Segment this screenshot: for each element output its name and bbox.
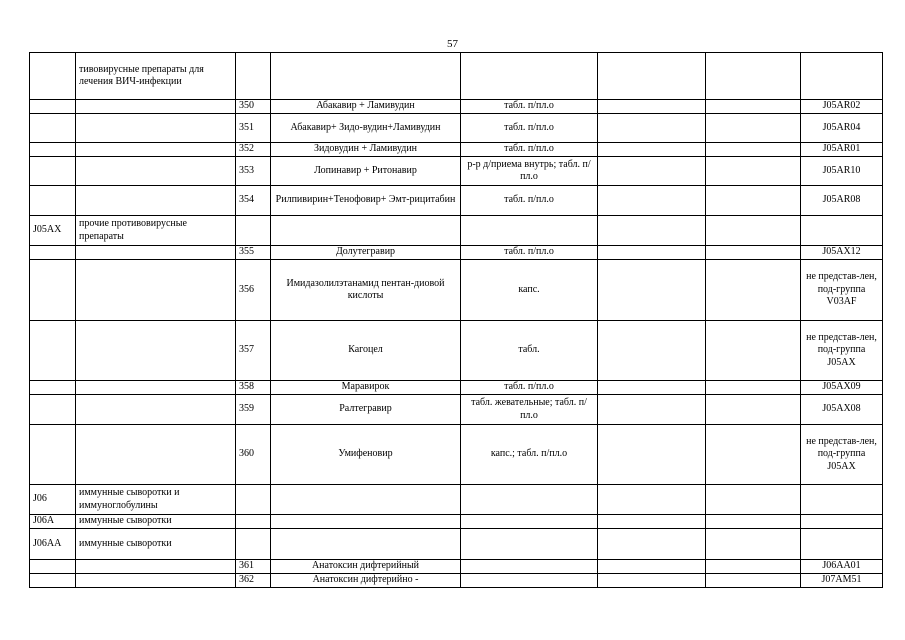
row-number-cell: 355 bbox=[236, 246, 271, 260]
table-row bbox=[30, 560, 883, 574]
table-row bbox=[30, 186, 883, 216]
row-number-cell: 359 bbox=[236, 395, 271, 425]
row-number-cell: 351 bbox=[236, 114, 271, 143]
row-number-cell bbox=[236, 216, 271, 246]
atc-group-code-cell bbox=[30, 321, 76, 381]
group-name-cell: прочие противовирусные препараты bbox=[76, 216, 236, 246]
drug-name-cell bbox=[271, 515, 461, 529]
empty-column-6-cell bbox=[598, 395, 706, 425]
empty-column-7-cell bbox=[706, 114, 801, 143]
group-name-cell bbox=[76, 381, 236, 395]
table-row bbox=[30, 425, 883, 485]
row-number-cell bbox=[236, 529, 271, 560]
row-number-cell bbox=[236, 515, 271, 529]
atc-group-code-cell bbox=[30, 157, 76, 186]
atc-group-code-cell: J06A bbox=[30, 515, 76, 529]
dosage-form-cell: табл. п/пл.о bbox=[461, 186, 598, 216]
group-name-cell bbox=[76, 321, 236, 381]
atc-group-code-cell: J05AX bbox=[30, 216, 76, 246]
drug-name-cell: Абакавир+ Зидо-вудин+Ламивудин bbox=[271, 114, 461, 143]
group-name-cell bbox=[76, 425, 236, 485]
drug-name-cell: Ралтегравир bbox=[271, 395, 461, 425]
empty-column-7-cell bbox=[706, 157, 801, 186]
drug-name-cell bbox=[271, 529, 461, 560]
row-number-cell: 357 bbox=[236, 321, 271, 381]
empty-column-7-cell bbox=[706, 321, 801, 381]
empty-column-7-cell bbox=[706, 395, 801, 425]
atc-group-code-cell bbox=[30, 381, 76, 395]
drug-name-cell bbox=[271, 216, 461, 246]
table-row bbox=[30, 53, 883, 100]
atc-code-cell: не представ-лен, под-группа J05AX bbox=[801, 425, 883, 485]
table-row bbox=[30, 216, 883, 246]
empty-column-7-cell bbox=[706, 260, 801, 321]
drug-name-cell: Долутегравир bbox=[271, 246, 461, 260]
table-row bbox=[30, 515, 883, 529]
drug-name-cell bbox=[271, 485, 461, 515]
atc-group-code-cell bbox=[30, 100, 76, 114]
table-row bbox=[30, 485, 883, 515]
atc-group-code-cell bbox=[30, 560, 76, 574]
empty-column-7-cell bbox=[706, 560, 801, 574]
table-row bbox=[30, 157, 883, 186]
atc-group-code-cell bbox=[30, 114, 76, 143]
group-name-cell bbox=[76, 186, 236, 216]
drug-name-cell: Умифеновир bbox=[271, 425, 461, 485]
atc-code-cell: J07AM51 bbox=[801, 574, 883, 588]
dosage-form-cell: табл. жевательные; табл. п/пл.о bbox=[461, 395, 598, 425]
group-name-cell bbox=[76, 157, 236, 186]
empty-column-6-cell bbox=[598, 53, 706, 100]
drug-name-cell: Имидазолилэтанамид пентан-диовой кислоты bbox=[271, 260, 461, 321]
drug-name-cell bbox=[271, 53, 461, 100]
dosage-form-cell: табл. п/пл.о bbox=[461, 381, 598, 395]
row-number-cell: 353 bbox=[236, 157, 271, 186]
table-row bbox=[30, 321, 883, 381]
atc-code-cell: J05AX09 bbox=[801, 381, 883, 395]
table-row bbox=[30, 381, 883, 395]
drug-name-cell: Маравирок bbox=[271, 381, 461, 395]
row-number-cell bbox=[236, 485, 271, 515]
group-name-cell bbox=[76, 260, 236, 321]
empty-column-6-cell bbox=[598, 425, 706, 485]
group-name-cell: иммунные сыворотки bbox=[76, 529, 236, 560]
atc-code-cell: J05AX12 bbox=[801, 246, 883, 260]
table-row bbox=[30, 529, 883, 560]
atc-code-cell: J05AR04 bbox=[801, 114, 883, 143]
group-name-cell bbox=[76, 143, 236, 157]
empty-column-7-cell bbox=[706, 186, 801, 216]
atc-group-code-cell bbox=[30, 260, 76, 321]
atc-group-code-cell bbox=[30, 53, 76, 100]
group-name-cell bbox=[76, 114, 236, 143]
drug-name-cell: Рилпивирин+Тенофовир+ Эмт-рицитабин bbox=[271, 186, 461, 216]
atc-group-code-cell bbox=[30, 574, 76, 588]
group-name-cell bbox=[76, 100, 236, 114]
group-name-cell bbox=[76, 246, 236, 260]
empty-column-6-cell bbox=[598, 574, 706, 588]
empty-column-6-cell bbox=[598, 515, 706, 529]
dosage-form-cell bbox=[461, 485, 598, 515]
dosage-form-cell bbox=[461, 574, 598, 588]
empty-column-6-cell bbox=[598, 143, 706, 157]
group-name-cell bbox=[76, 574, 236, 588]
atc-group-code-cell bbox=[30, 395, 76, 425]
group-name-cell: иммунные сыворотки и иммуноглобулины bbox=[76, 485, 236, 515]
dosage-form-cell bbox=[461, 529, 598, 560]
page-number: 57 bbox=[447, 38, 458, 50]
atc-code-cell bbox=[801, 216, 883, 246]
empty-column-6-cell bbox=[598, 560, 706, 574]
atc-code-cell: J05AR01 bbox=[801, 143, 883, 157]
empty-column-7-cell bbox=[706, 246, 801, 260]
table-row bbox=[30, 395, 883, 425]
drug-name-cell: Анатоксин дифтерийно - bbox=[271, 574, 461, 588]
empty-column-7-cell bbox=[706, 381, 801, 395]
empty-column-6-cell bbox=[598, 381, 706, 395]
atc-group-code-cell: J06AA bbox=[30, 529, 76, 560]
dosage-form-cell: капс.; табл. п/пл.о bbox=[461, 425, 598, 485]
drug-name-cell: Зидовудин + Ламивудин bbox=[271, 143, 461, 157]
atc-code-cell: не представ-лен, под-группа J05AX bbox=[801, 321, 883, 381]
row-number-cell: 356 bbox=[236, 260, 271, 321]
empty-column-6-cell bbox=[598, 321, 706, 381]
empty-column-7-cell bbox=[706, 100, 801, 114]
atc-group-code-cell bbox=[30, 143, 76, 157]
drug-name-cell: Кагоцел bbox=[271, 321, 461, 381]
table-body bbox=[30, 53, 883, 588]
empty-column-6-cell bbox=[598, 100, 706, 114]
empty-column-6-cell bbox=[598, 114, 706, 143]
group-name-cell: иммунные сыворотки bbox=[76, 515, 236, 529]
atc-code-cell: J05AR08 bbox=[801, 186, 883, 216]
dosage-form-cell: табл. п/пл.о bbox=[461, 246, 598, 260]
atc-group-code-cell: J06 bbox=[30, 485, 76, 515]
dosage-form-cell: табл. п/пл.о bbox=[461, 100, 598, 114]
table-row bbox=[30, 260, 883, 321]
table-row bbox=[30, 246, 883, 260]
table-row bbox=[30, 143, 883, 157]
empty-column-7-cell bbox=[706, 515, 801, 529]
empty-column-7-cell bbox=[706, 574, 801, 588]
dosage-form-cell: капс. bbox=[461, 260, 598, 321]
row-number-cell: 361 bbox=[236, 560, 271, 574]
row-number-cell: 362 bbox=[236, 574, 271, 588]
atc-group-code-cell bbox=[30, 425, 76, 485]
row-number-cell: 352 bbox=[236, 143, 271, 157]
row-number-cell: 354 bbox=[236, 186, 271, 216]
drug-name-cell: Лопинавир + Ритонавир bbox=[271, 157, 461, 186]
drug-name-cell: Анатоксин дифтерийный bbox=[271, 560, 461, 574]
table-row bbox=[30, 100, 883, 114]
empty-column-6-cell bbox=[598, 186, 706, 216]
atc-group-code-cell bbox=[30, 246, 76, 260]
group-name-cell bbox=[76, 395, 236, 425]
dosage-form-cell bbox=[461, 560, 598, 574]
row-number-cell: 360 bbox=[236, 425, 271, 485]
empty-column-7-cell bbox=[706, 53, 801, 100]
empty-column-6-cell bbox=[598, 246, 706, 260]
row-number-cell: 350 bbox=[236, 100, 271, 114]
empty-column-6-cell bbox=[598, 260, 706, 321]
atc-code-cell: не представ-лен, под-группа V03AF bbox=[801, 260, 883, 321]
atc-code-cell: J05AR10 bbox=[801, 157, 883, 186]
dosage-form-cell: р-р д/приема внутрь; табл. п/пл.о bbox=[461, 157, 598, 186]
group-name-cell bbox=[76, 560, 236, 574]
dosage-form-cell: табл. п/пл.о bbox=[461, 114, 598, 143]
dosage-form-cell: табл. п/пл.о bbox=[461, 143, 598, 157]
empty-column-7-cell bbox=[706, 485, 801, 515]
empty-column-7-cell bbox=[706, 216, 801, 246]
dosage-form-cell bbox=[461, 515, 598, 529]
table-row bbox=[30, 114, 883, 143]
row-number-cell: 358 bbox=[236, 381, 271, 395]
empty-column-6-cell bbox=[598, 485, 706, 515]
atc-code-cell: J05AX08 bbox=[801, 395, 883, 425]
table-row bbox=[30, 574, 883, 588]
empty-column-6-cell bbox=[598, 157, 706, 186]
empty-column-6-cell bbox=[598, 529, 706, 560]
drug-name-cell: Абакавир + Ламивудин bbox=[271, 100, 461, 114]
atc-code-cell bbox=[801, 515, 883, 529]
atc-code-cell: J05AR02 bbox=[801, 100, 883, 114]
atc-code-cell: J06AA01 bbox=[801, 560, 883, 574]
dosage-form-cell bbox=[461, 216, 598, 246]
row-number-cell bbox=[236, 53, 271, 100]
empty-column-6-cell bbox=[598, 216, 706, 246]
atc-code-cell bbox=[801, 529, 883, 560]
dosage-form-cell: табл. bbox=[461, 321, 598, 381]
atc-code-cell bbox=[801, 53, 883, 100]
atc-group-code-cell bbox=[30, 186, 76, 216]
empty-column-7-cell bbox=[706, 425, 801, 485]
medicines-table bbox=[29, 52, 883, 588]
empty-column-7-cell bbox=[706, 529, 801, 560]
group-name-cell: тивовирусные препараты для лечения ВИЧ-инфекции bbox=[76, 53, 236, 100]
dosage-form-cell bbox=[461, 53, 598, 100]
empty-column-7-cell bbox=[706, 143, 801, 157]
atc-code-cell bbox=[801, 485, 883, 515]
